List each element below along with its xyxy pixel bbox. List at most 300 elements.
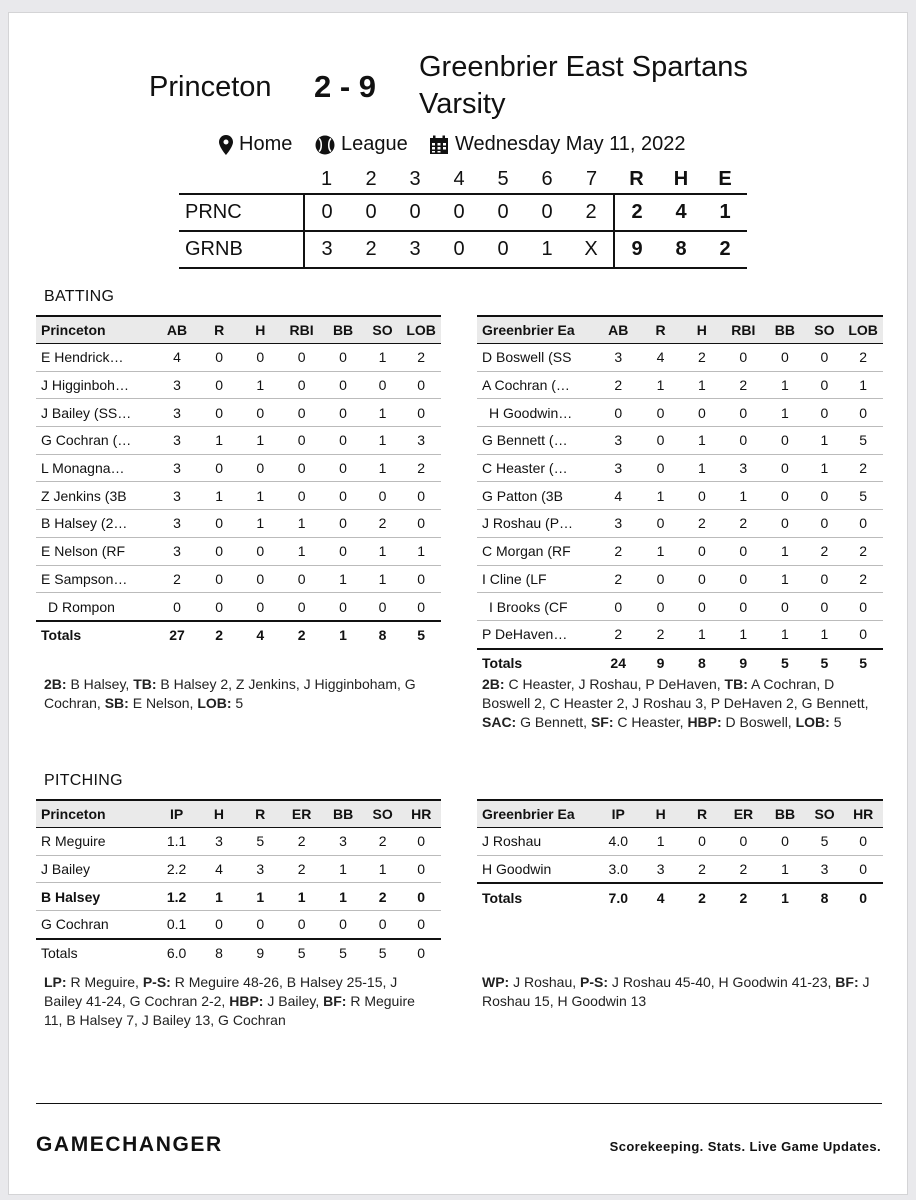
stat-column-header: HR <box>843 800 883 828</box>
stat-cell: 0 <box>681 537 722 565</box>
note-label: TB: <box>133 676 157 692</box>
stat-cell: 3 <box>596 427 639 455</box>
player-name: D Boswell (SS <box>477 344 596 372</box>
totals-cell: 27 <box>155 621 198 649</box>
note-text: D Boswell, <box>721 714 796 730</box>
stat-cell: 0 <box>723 399 765 427</box>
stat-cell: 0 <box>764 344 806 372</box>
stat-cell: 0 <box>322 427 363 455</box>
stat-cell: 5 <box>843 482 883 510</box>
stat-cell: 1 <box>364 454 402 482</box>
stat-cell: 3 <box>596 344 639 372</box>
totals-cell: 1 <box>322 621 363 649</box>
inning-header: 4 <box>453 167 465 190</box>
stat-cell: 2 <box>681 855 722 883</box>
player-name: L Monagna… <box>36 454 155 482</box>
stat-cell: 0 <box>764 454 806 482</box>
table-row <box>477 454 883 482</box>
stat-cell: 3 <box>198 828 239 856</box>
stat-cell: 1.2 <box>155 883 198 911</box>
totals-cell: 5 <box>364 939 402 967</box>
stat-cell: 0 <box>640 454 681 482</box>
stat-cell: 1 <box>240 510 281 538</box>
stat-cell: 4.0 <box>597 828 640 856</box>
stat-column-header: BB <box>764 316 806 344</box>
stat-cell: 0 <box>322 399 363 427</box>
stat-column-header: SO <box>364 800 402 828</box>
final-score: 2 - 9 <box>314 69 377 104</box>
pitching-section-title: PITCHING <box>44 772 123 789</box>
stat-cell: 1 <box>281 883 322 911</box>
stat-cell: 3 <box>596 510 639 538</box>
stat-cell: 1 <box>364 855 402 883</box>
runs-total: 9 <box>614 231 659 268</box>
stat-cell: 4 <box>596 482 639 510</box>
location-label: Home <box>239 133 293 155</box>
totals-cell: 5 <box>843 649 883 677</box>
stat-cell: 0 <box>281 565 323 593</box>
player-name: J Bailey (SS… <box>36 399 155 427</box>
stat-cell: 0 <box>322 454 363 482</box>
note-label: P-S: <box>142 974 171 990</box>
stat-column-header: AB <box>596 316 639 344</box>
batting-notes-home <box>44 675 429 713</box>
inning-header: 3 <box>409 167 421 190</box>
player-name: Z Jenkins (3B <box>36 482 155 510</box>
stat-cell: 2 <box>843 454 883 482</box>
pitching-table-away <box>477 799 883 911</box>
totals-row <box>36 939 441 967</box>
stat-cell: 0 <box>401 565 441 593</box>
stat-cell: 0 <box>681 828 722 856</box>
totals-cell: 5 <box>764 649 806 677</box>
inning-score: 0 <box>304 194 349 231</box>
stat-cell: 0 <box>240 537 281 565</box>
stat-cell: 2 <box>681 344 722 372</box>
stat-cell: 0 <box>723 344 765 372</box>
table-header-row <box>477 800 883 828</box>
linescore-team-abbr: GRNB <box>179 231 304 268</box>
stat-cell: 0 <box>806 565 844 593</box>
table-row <box>36 399 441 427</box>
stat-cell: 0 <box>155 593 198 621</box>
stat-cell: 0 <box>723 565 765 593</box>
table-row <box>36 855 441 883</box>
totals-cell: 24 <box>596 649 639 677</box>
stat-cell: 1 <box>723 620 765 648</box>
table-row <box>36 510 441 538</box>
stat-cell: 0.1 <box>155 911 198 939</box>
stat-cell: 3 <box>640 855 681 883</box>
stat-column-header: H <box>240 316 281 344</box>
stat-column-header: ER <box>723 800 765 828</box>
stat-cell: 0 <box>640 399 681 427</box>
stat-cell: 1 <box>322 883 363 911</box>
stat-cell: 0 <box>240 399 281 427</box>
totals-cell: 9 <box>723 649 765 677</box>
linescore-body <box>179 194 747 268</box>
note-text: J Bailey, <box>263 993 324 1009</box>
note-text: G Bennett, <box>516 714 591 730</box>
stat-cell: 2 <box>281 828 322 856</box>
stat-cell: 4 <box>198 855 239 883</box>
note-label: SF: <box>590 714 614 730</box>
stat-cell: 0 <box>843 855 883 883</box>
totals-cell: 0 <box>843 883 883 911</box>
stat-cell: 0 <box>640 593 681 621</box>
stat-cell: 2 <box>596 565 639 593</box>
stat-cell: 1 <box>764 855 806 883</box>
stat-cell: 2 <box>401 344 441 372</box>
stat-cell: 1 <box>199 427 240 455</box>
stat-cell: 3 <box>401 427 441 455</box>
table-row <box>36 593 441 621</box>
stat-cell: 1 <box>364 537 402 565</box>
stat-cell: 0 <box>681 399 722 427</box>
player-name: C Morgan (RF <box>477 537 596 565</box>
away-team-name <box>419 49 748 123</box>
hits-header: H <box>659 165 703 194</box>
stat-cell: 0 <box>281 482 323 510</box>
totals-cell: 8 <box>364 621 402 649</box>
stat-cell: 0 <box>806 344 844 372</box>
runs-total: 2 <box>614 194 659 231</box>
totals-cell: 9 <box>640 649 681 677</box>
note-label: 2B: <box>44 676 67 692</box>
player-name: R Meguire <box>36 828 155 856</box>
player-name: H Goodwin <box>477 855 597 883</box>
stat-cell: 1 <box>364 344 402 372</box>
stat-cell: 0 <box>281 454 323 482</box>
inning-score: 2 <box>349 231 393 268</box>
inning-score: 3 <box>393 231 437 268</box>
table-row <box>36 565 441 593</box>
stat-cell: 1 <box>401 537 441 565</box>
totals-cell: 7.0 <box>597 883 640 911</box>
totals-cell: 2 <box>199 621 240 649</box>
stat-cell: 0 <box>843 620 883 648</box>
stat-column-header: BB <box>322 800 363 828</box>
stat-cell: 5 <box>806 828 844 856</box>
away-team-name-line2: Varsity <box>419 88 506 120</box>
table-row <box>477 371 883 399</box>
totals-label: Totals <box>477 883 597 911</box>
player-name: I Cline (LF <box>477 565 596 593</box>
note-text: E Nelson, <box>128 695 198 711</box>
stat-column-header: LOB <box>843 316 883 344</box>
stat-cell: 0 <box>364 482 402 510</box>
stat-cell: 0 <box>199 399 240 427</box>
stat-cell: 0 <box>240 565 281 593</box>
table-row <box>36 482 441 510</box>
player-name: G Cochran (… <box>36 427 155 455</box>
note-text: B Halsey, <box>66 676 134 692</box>
stat-cell: 0 <box>681 565 722 593</box>
note-label: HBP: <box>229 993 264 1009</box>
stat-cell: 1 <box>198 883 239 911</box>
stat-cell: 2 <box>364 828 402 856</box>
stat-cell: 2.2 <box>155 855 198 883</box>
stat-cell: 2 <box>843 565 883 593</box>
stat-cell: 0 <box>199 454 240 482</box>
stat-cell: 0 <box>764 482 806 510</box>
stat-cell: 2 <box>640 620 681 648</box>
table-header-row <box>36 316 441 344</box>
inning-score: 0 <box>349 194 393 231</box>
stat-cell: 1 <box>640 482 681 510</box>
note-label: LOB: <box>197 695 232 711</box>
batting-section-title: BATTING <box>44 288 115 305</box>
stat-cell: 1 <box>240 883 281 911</box>
stat-cell: 0 <box>281 427 323 455</box>
stat-column-header: R <box>640 316 681 344</box>
stat-column-header: RBI <box>281 316 323 344</box>
stat-column-header: SO <box>806 316 844 344</box>
player-name: J Higginboh… <box>36 371 155 399</box>
table-header-row <box>36 800 441 828</box>
stat-cell: 0 <box>322 911 363 939</box>
stat-cell: 0 <box>764 593 806 621</box>
stat-column-header: SO <box>364 316 402 344</box>
player-name: I Brooks (CF <box>477 593 596 621</box>
totals-cell: 8 <box>681 649 722 677</box>
stat-cell: 0 <box>401 482 441 510</box>
stat-cell: 0 <box>401 911 441 939</box>
stat-cell: 0 <box>240 454 281 482</box>
stat-cell: 0 <box>806 399 844 427</box>
stat-cell: 1 <box>723 482 765 510</box>
stat-cell: 1 <box>364 427 402 455</box>
totals-cell: 5 <box>322 939 363 967</box>
stat-cell: 2 <box>843 537 883 565</box>
totals-cell: 0 <box>401 939 441 967</box>
stat-cell: 0 <box>723 828 765 856</box>
totals-label: Totals <box>477 649 596 677</box>
stat-cell: 1 <box>640 828 681 856</box>
stat-cell: 1 <box>281 510 323 538</box>
home-team-name: Princeton <box>149 71 272 103</box>
stat-cell: 0 <box>364 911 402 939</box>
stat-cell: 0 <box>764 510 806 538</box>
errors-total: 1 <box>703 194 747 231</box>
stat-cell: 0 <box>281 399 323 427</box>
totals-cell: 5 <box>401 621 441 649</box>
errors-total: 2 <box>703 231 747 268</box>
stat-cell: 3 <box>155 510 198 538</box>
stat-cell: 0 <box>322 510 363 538</box>
inning-score: 0 <box>525 194 569 231</box>
player-name: J Bailey <box>36 855 155 883</box>
table-row <box>36 537 441 565</box>
stat-cell: 1 <box>681 454 722 482</box>
stat-cell: 1 <box>199 482 240 510</box>
stat-cell: 0 <box>322 344 363 372</box>
inning-score: 0 <box>437 231 481 268</box>
player-name: G Cochran <box>36 911 155 939</box>
stat-cell: 2 <box>401 454 441 482</box>
inning-header: 6 <box>541 167 553 190</box>
stat-cell: 2 <box>364 510 402 538</box>
stat-cell: 1 <box>806 620 844 648</box>
gamechanger-logo: GAMECHANGER <box>36 1133 223 1156</box>
totals-cell: 4 <box>240 621 281 649</box>
totals-row <box>477 649 883 677</box>
note-text: C Heaster, J Roshau, P DeHaven, <box>504 676 725 692</box>
stat-cell: 0 <box>806 371 844 399</box>
stat-cell: 0 <box>240 911 281 939</box>
stat-cell: 5 <box>843 427 883 455</box>
stat-column-header: R <box>681 800 722 828</box>
table-row <box>36 911 441 939</box>
inning-score: 3 <box>304 231 349 268</box>
stat-column-header: SO <box>806 800 844 828</box>
stat-cell: 0 <box>199 510 240 538</box>
note-label: SB: <box>104 695 129 711</box>
note-text: J Roshau 15, H Goodwin 13 <box>482 974 870 1009</box>
stat-cell: 1 <box>764 565 806 593</box>
stat-cell: 2 <box>806 537 844 565</box>
stat-column-header: H <box>640 800 681 828</box>
stat-cell: 2 <box>723 855 765 883</box>
stat-cell: 0 <box>199 344 240 372</box>
stat-cell: 0 <box>322 537 363 565</box>
stat-cell: 0 <box>806 482 844 510</box>
totals-cell: 2 <box>281 621 323 649</box>
team-column-header: Princeton <box>36 316 155 344</box>
runs-header: R <box>614 165 659 194</box>
team-column-header: Greenbrier Ea <box>477 800 597 828</box>
stat-column-header: RBI <box>723 316 765 344</box>
stat-cell: 2 <box>681 510 722 538</box>
table-row <box>477 510 883 538</box>
stat-cell: 2 <box>843 344 883 372</box>
stat-cell: 3 <box>806 855 844 883</box>
stat-cell: 0 <box>596 593 639 621</box>
stat-cell: 1 <box>764 371 806 399</box>
totals-label: Totals <box>36 621 155 649</box>
batting-table-home <box>36 315 441 649</box>
inning-header: 2 <box>365 167 377 190</box>
table-row <box>477 593 883 621</box>
stat-cell: 0 <box>723 593 765 621</box>
stat-column-header: IP <box>155 800 198 828</box>
stat-cell: 3 <box>322 828 363 856</box>
player-name: B Halsey (2… <box>36 510 155 538</box>
stat-cell: 2 <box>596 537 639 565</box>
table-row <box>477 344 883 372</box>
stat-cell: 1 <box>322 855 363 883</box>
stat-cell: 0 <box>640 510 681 538</box>
pitching-notes-home <box>44 973 429 1030</box>
table-row <box>36 371 441 399</box>
location-info <box>219 133 292 156</box>
stat-cell: 3 <box>155 482 198 510</box>
stat-cell: 0 <box>281 593 323 621</box>
stat-cell: 1 <box>806 454 844 482</box>
player-name: E Hendrick… <box>36 344 155 372</box>
batting-table-away <box>477 315 883 676</box>
stat-column-header: HR <box>401 800 441 828</box>
stat-cell: 0 <box>843 510 883 538</box>
note-text: B Halsey 2, Z Jenkins, J Higginboham, G Cochran, <box>44 676 416 711</box>
inning-score: 0 <box>481 194 525 231</box>
game-type-info <box>315 133 408 156</box>
totals-row <box>477 883 883 911</box>
stat-cell: 1 <box>681 620 722 648</box>
stat-cell: 1 <box>364 565 402 593</box>
stat-cell: 2 <box>155 565 198 593</box>
stat-cell: 3 <box>155 537 198 565</box>
stat-cell: 0 <box>806 593 844 621</box>
note-text: J Roshau, <box>509 974 581 990</box>
totals-label: Totals <box>36 939 155 967</box>
stat-cell: 2 <box>364 883 402 911</box>
table-row <box>36 883 441 911</box>
table-row <box>36 344 441 372</box>
player-name: B Halsey <box>36 883 155 911</box>
player-name: G Patton (3B <box>477 482 596 510</box>
stat-column-header: R <box>240 800 281 828</box>
footer-tagline: Scorekeeping. Stats. Live Game Updates. <box>609 1139 881 1154</box>
calendar-icon <box>429 135 449 155</box>
note-label: LP: <box>44 974 67 990</box>
inning-score: 2 <box>569 194 614 231</box>
player-name: E Nelson (RF <box>36 537 155 565</box>
inning-score: 1 <box>525 231 569 268</box>
footer-divider <box>36 1103 882 1104</box>
stat-cell: 0 <box>199 537 240 565</box>
stat-cell: 1 <box>764 399 806 427</box>
stat-column-header: R <box>199 316 240 344</box>
note-text: C Heaster, <box>613 714 688 730</box>
stat-cell: 0 <box>240 344 281 372</box>
stat-cell: 0 <box>322 593 363 621</box>
totals-cell: 9 <box>240 939 281 967</box>
stat-cell: 0 <box>640 565 681 593</box>
player-name: H Goodwin… <box>477 399 596 427</box>
stat-cell: 3.0 <box>597 855 640 883</box>
table-row <box>477 565 883 593</box>
stat-cell: 0 <box>843 828 883 856</box>
table-row <box>36 454 441 482</box>
stat-cell: 1 <box>240 482 281 510</box>
stat-cell: 0 <box>198 911 239 939</box>
hits-total: 4 <box>659 194 703 231</box>
stat-cell: 3 <box>155 427 198 455</box>
stat-cell: 0 <box>401 399 441 427</box>
player-name: J Roshau <box>477 828 597 856</box>
stat-cell: 1 <box>640 537 681 565</box>
totals-cell: 8 <box>198 939 239 967</box>
stat-cell: 0 <box>240 593 281 621</box>
stat-cell: 0 <box>401 828 441 856</box>
player-name: E Sampson… <box>36 565 155 593</box>
player-name: J Roshau (P… <box>477 510 596 538</box>
stat-column-header: AB <box>155 316 198 344</box>
stat-column-header: BB <box>322 316 363 344</box>
away-team-name-line1: Greenbrier East Spartans <box>419 51 748 83</box>
stat-cell: 1 <box>322 565 363 593</box>
stat-cell: 0 <box>281 344 323 372</box>
stat-column-header: H <box>681 316 722 344</box>
note-text: J Roshau 45-40, H Goodwin 41-23, <box>608 974 836 990</box>
stat-cell: 0 <box>681 482 722 510</box>
stat-cell: 0 <box>401 883 441 911</box>
totals-cell: 2 <box>723 883 765 911</box>
stat-cell: 0 <box>364 593 402 621</box>
totals-cell: 6.0 <box>155 939 198 967</box>
linescore-team-abbr: PRNC <box>179 194 304 231</box>
